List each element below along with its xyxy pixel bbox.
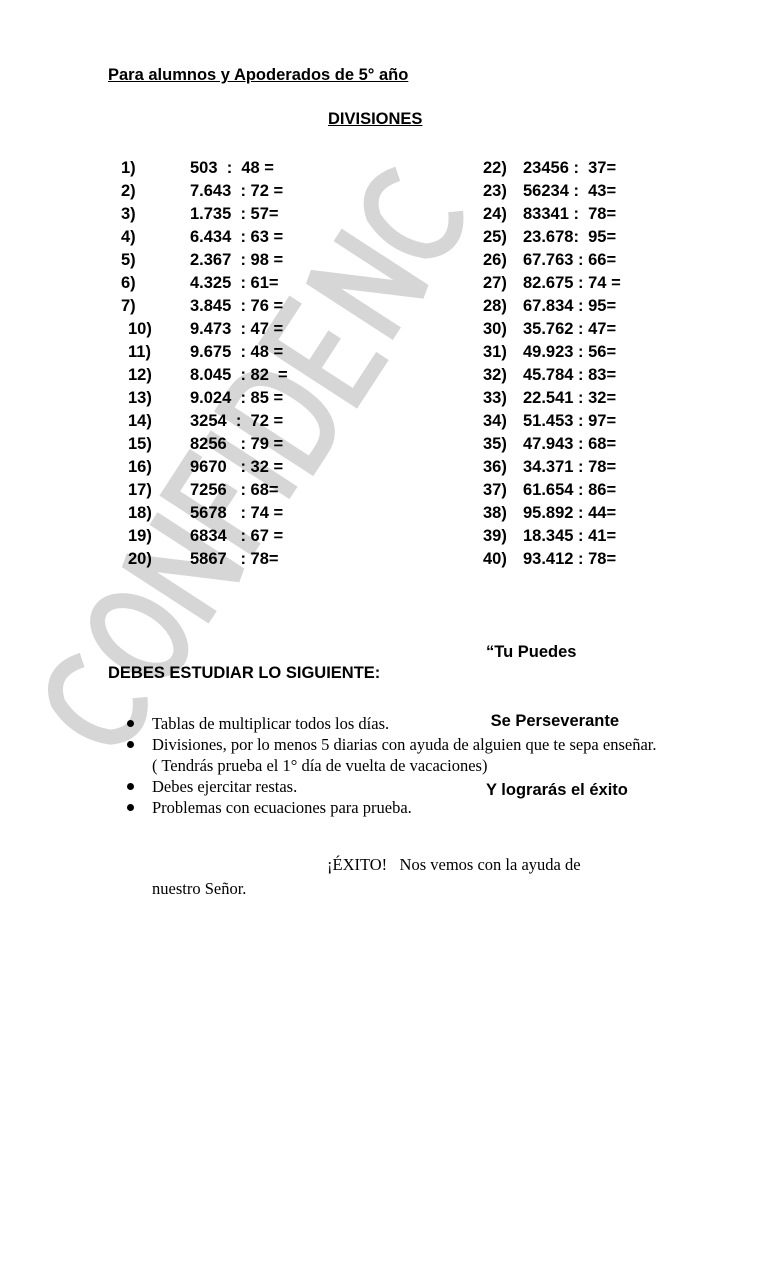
division-expression: 5867 : 78= (190, 550, 279, 568)
division-expression: 1.735 : 57= (190, 205, 279, 223)
study-heading: DEBES ESTUDIAR LO SIGUIENTE: (108, 664, 381, 682)
division-expression: 23.678: 95= (523, 228, 617, 246)
bullet-icon (127, 783, 134, 790)
header-line: Para alumnos y Apoderados de 5° año (108, 66, 409, 84)
problem-number: 31) (483, 343, 507, 361)
quote-line: “Tu Puedes (486, 643, 577, 661)
division-expression: 34.371 : 78= (523, 458, 617, 476)
problem-number: 1) (121, 159, 136, 177)
problem-number: 10) (128, 320, 152, 338)
problem-number: 36) (483, 458, 507, 476)
problem-number: 15) (128, 435, 152, 453)
problem-number: 30) (483, 320, 507, 338)
division-expression: 67.763 : 66= (523, 251, 617, 269)
division-expression: 3.845 : 76 = (190, 297, 284, 315)
division-expression: 22.541 : 32= (523, 389, 617, 407)
problem-number: 17) (128, 481, 152, 499)
list-item (152, 776, 712, 797)
division-expression: 61.654 : 86= (523, 481, 617, 499)
page-title: DIVISIONES (328, 110, 423, 128)
division-expression: 4.325 : 61= (190, 274, 279, 292)
task-text: Debes ejercitar restas. (152, 777, 298, 796)
problem-number: 14) (128, 412, 152, 430)
task-text: Tablas de multiplicar todos los días. (152, 714, 390, 733)
division-expression: 23456 : 37= (523, 159, 617, 177)
problem-number: 35) (483, 435, 507, 453)
division-expression: 5678 : 74 = (190, 504, 284, 522)
division-expression: 45.784 : 83= (523, 366, 617, 384)
task-list (108, 713, 712, 818)
list-item (152, 734, 712, 776)
division-expression: 49.923 : 56= (523, 343, 617, 361)
problem-number: 6) (121, 274, 136, 292)
problem-number: 34) (483, 412, 507, 430)
division-expression: 9670 : 32 = (190, 458, 284, 476)
closing-line-2: nuestro Señor. (152, 879, 247, 898)
problem-number: 12) (128, 366, 152, 384)
division-expression: 9.473 : 47 = (190, 320, 284, 338)
division-expression: 8.045 : 82 = (190, 366, 288, 384)
problem-number: 28) (483, 297, 507, 315)
problem-number: 25) (483, 228, 507, 246)
division-expression: 95.892 : 44= (523, 504, 617, 522)
problem-number: 18) (128, 504, 152, 522)
quote-line: Y lograrás el éxito (486, 781, 628, 799)
problem-number: 19) (128, 527, 152, 545)
division-expression: 67.834 : 95= (523, 297, 617, 315)
task-text: Divisiones, por lo menos 5 diarias con ayuda de alguien que te sepa enseñar. (152, 735, 657, 754)
problem-number: 23) (483, 182, 507, 200)
problem-number: 24) (483, 205, 507, 223)
problem-number: 13) (128, 389, 152, 407)
division-expression: 2.367 : 98 = (190, 251, 284, 269)
division-expression: 56234 : 43= (523, 182, 617, 200)
problem-number: 33) (483, 389, 507, 407)
division-expression: 83341 : 78= (523, 205, 617, 223)
problem-number: 26) (483, 251, 507, 269)
list-item (152, 713, 712, 734)
problem-number: 3) (121, 205, 136, 223)
division-expression: 93.412 : 78= (523, 550, 617, 568)
problem-number: 7) (121, 297, 136, 315)
division-expression: 35.762 : 47= (523, 320, 617, 338)
division-expression: 3254 : 72 = (190, 412, 284, 430)
list-item (152, 797, 712, 818)
division-expression: 9.024 : 85 = (190, 389, 284, 407)
task-note: ( Tendrás prueba el 1° día de vuelta de vacaciones) (152, 756, 488, 775)
problem-number: 4) (121, 228, 136, 246)
division-expression: 8256 : 79 = (190, 435, 284, 453)
problem-number: 32) (483, 366, 507, 384)
division-expression: 7.643 : 72 = (190, 182, 284, 200)
problem-number: 39) (483, 527, 507, 545)
problem-number: 2) (121, 182, 136, 200)
watermark-letter-c (358, 168, 465, 264)
division-expression: 9.675 : 48 = (190, 343, 284, 361)
problem-number: 27) (483, 274, 507, 292)
problem-number: 5) (121, 251, 136, 269)
division-expression: 18.345 : 41= (523, 527, 617, 545)
bullet-icon (127, 804, 134, 811)
division-expression: 503 : 48 = (190, 159, 274, 177)
problem-number: 40) (483, 550, 507, 568)
division-expression: 47.943 : 68= (523, 435, 617, 453)
division-expression: 7256 : 68= (190, 481, 279, 499)
watermark-letter-n (310, 235, 424, 334)
problem-number: 37) (483, 481, 507, 499)
division-expression: 51.453 : 97= (523, 412, 617, 430)
division-expression: 6.434 : 63 = (190, 228, 284, 246)
quote-line: Se Perseverante (486, 712, 620, 730)
task-text: Problemas con ecuaciones para prueba. (152, 798, 412, 817)
problem-number: 11) (128, 343, 151, 361)
problem-number: 16) (128, 458, 152, 476)
division-expression: 82.675 : 74 = (523, 274, 621, 292)
bullet-icon (127, 720, 134, 727)
closing-line-1: ¡ÉXITO! Nos vemos con la ayuda de (327, 855, 581, 874)
problem-number: 20) (128, 550, 152, 568)
bullet-icon (127, 741, 134, 748)
problem-number: 38) (483, 504, 507, 522)
problem-number: 22) (483, 159, 507, 177)
division-expression: 6834 : 67 = (190, 527, 284, 545)
